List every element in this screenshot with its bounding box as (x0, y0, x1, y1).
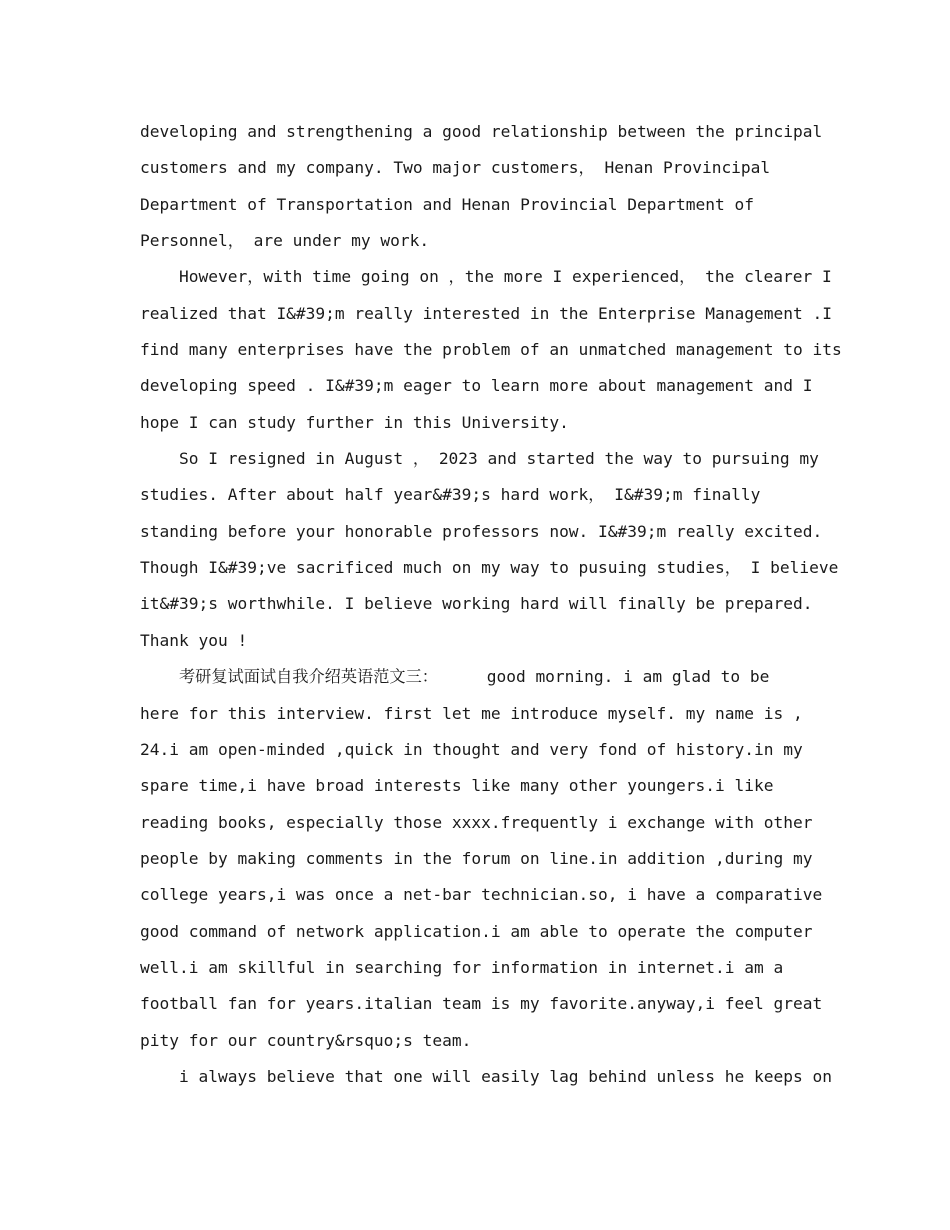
text-line: spare time,i have broad interests like many other youngers.i like (140, 776, 774, 796)
text-line: good command of network application.i am able to operate the computer (140, 921, 813, 941)
text-line: reading books, especially those xxxx.frequently i exchange with other (140, 812, 813, 832)
text-line: 考研复试面试自我介绍英语范文三： good morning. i am glad to be (140, 667, 770, 687)
paragraph-5 (140, 1059, 832, 1095)
text-line: college years,i was once a net-bar technician.so, i have a comparative (140, 885, 823, 905)
text-line: studies. After about half year&#39;s hard work， I&#39;m finally (140, 485, 761, 505)
text-line: So I resigned in August ， 2023 and started the way to pursuing my (140, 449, 819, 469)
text-line: find many enterprises have the problem of an unmatched management to its (140, 340, 842, 360)
text-line: Personnel， are under my work. (140, 231, 430, 251)
text-line: Department of Transportation and Henan Provincial Department of (140, 194, 754, 214)
paragraph-3 (140, 441, 839, 659)
text-line: Thank you ! (140, 630, 248, 650)
text-line: hope I can study further in this University. (140, 412, 569, 432)
text-line: realized that I&#39;m really interested in the Enterprise Management .I (140, 303, 832, 323)
text-line: football fan for years.italian team is my favorite.anyway,i feel great (140, 994, 823, 1014)
paragraph-2 (140, 259, 842, 441)
text-line: developing and strengthening a good relationship between the principal (140, 122, 823, 141)
text-line: i always believe that one will easily lag behind unless he keeps on (140, 1066, 832, 1086)
text-line: standing before your honorable professors now. I&#39;m really excited. (140, 521, 823, 541)
text-line: people by making comments in the forum on line.in addition ,during my (140, 848, 813, 868)
text-line: pity for our country&rsquo;s team. (140, 1030, 472, 1050)
text-line: However，with time going on ，the more I experienced， the clearer I (140, 267, 832, 287)
text-line: developing speed . I&#39;m eager to learn more about management and I (140, 376, 813, 396)
text-line: 24.i am open-minded ,quick in thought and very fond of history.in my (140, 739, 803, 759)
text-line: customers and my company. Two major customers， Henan Provincipal (140, 158, 771, 178)
paragraph-1 (140, 114, 823, 259)
document-body (140, 114, 842, 1095)
text-line: Though I&#39;ve sacrificed much on my way to pusuing studies， I believe (140, 558, 839, 578)
text-line: well.i am skillful in searching for information in internet.i am a (140, 957, 784, 977)
text-line: here for this interview. first let me introduce myself. my name is , (140, 703, 803, 723)
text-line: it&#39;s worthwhile. I believe working hard will finally be prepared. (140, 594, 813, 614)
paragraph-4 (140, 659, 823, 1059)
